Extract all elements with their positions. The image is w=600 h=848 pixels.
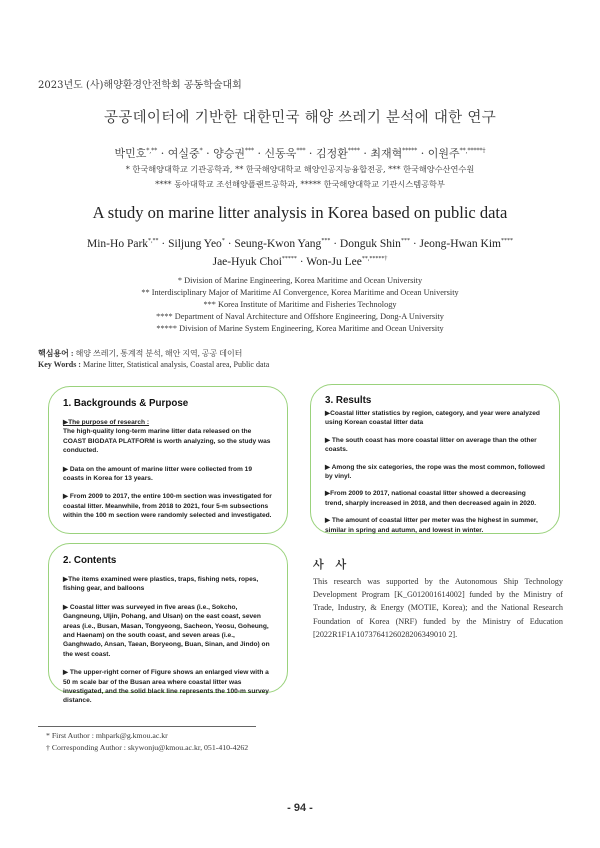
acknowledgement-body: This research was supported by the Autonomous Ship Technology Development Program [K_G012001614002] funded by the Ministry of Trade, Industry, & Energy (MOTIE, Korea); and the National Research Foundation of Korea (NRF) funded by the Ministry of Education [2022R1F1A1073764126028206349010 2].: [313, 577, 563, 639]
author-en: Won-Ju Lee: [306, 256, 362, 268]
contents-box: [48, 543, 288, 705]
backgrounds-box: [48, 386, 288, 534]
keywords-korean: 핵심용어 : 해양 쓰레기, 통계적 분석, 해안 지역, 공공 데이터: [38, 349, 243, 358]
paragraph: ▶ From 2009 to 2017, the entire 100-m section was investigated for coastal litter. Meanwhile, from 2018 to 2021, four 5-m subsections within the 100 m section were randomly selected and investigated.: [63, 493, 272, 520]
section-title: 1. Backgrounds & Purpose: [63, 398, 189, 409]
author-en: Siljung Yeo: [168, 238, 222, 250]
page-number: - 94 -: [287, 802, 313, 814]
section-title: 3. Results: [325, 395, 372, 406]
author-en: Donguk Shin: [339, 238, 401, 250]
affiliation-english-2: ** Interdisciplinary Major of Maritime AI Convergence, Korea Maritime and Ocean University: [141, 288, 459, 297]
author-ko: 신동욱: [264, 147, 297, 160]
footnote-divider: [38, 726, 256, 727]
author-ko: 박민호: [114, 147, 147, 160]
author-ko: 양승권: [213, 147, 246, 160]
paragraph: ▶Coastal litter statistics by region, category, and year were analyzed using Korean coastal litter data: [325, 410, 540, 427]
results-box: [310, 384, 560, 534]
authors-korean: 박민호*,** · 여실중* · 양승권*** · 신동욱*** · 김정환**** · 최재혁***** · 이원주**,*****†: [114, 147, 486, 160]
author-ko: 김정환: [315, 147, 348, 160]
affiliation-korean-2: **** 동아대학교 조선해양플랜트공학과, ***** 한국해양대학교 기관시스템공학부: [155, 179, 445, 189]
author-en: Seung-Kwon Yang: [234, 238, 322, 250]
conference-header: 2023년도 (사)해양환경안전학회 공동학술대회: [38, 80, 242, 91]
authors-english-line-1: Min-Ho Park*,** · Siljung Yeo* · Seung-Kwon Yang*** · Donguk Shin*** · Jeong-Hwan Kim****: [87, 238, 513, 250]
footnote-corresponding-author: † Corresponding Author : skywonju@kmou.ac.kr, 051-410-4262: [46, 743, 249, 752]
affiliation-english-1: * Division of Marine Engineering, Korea Maritime and Ocean University: [177, 276, 423, 285]
affiliation-english-3: *** Korea Institute of Maritime and Fisheries Technology: [203, 300, 397, 309]
title-english: A study on marine litter analysis in Korea based on public data: [92, 203, 508, 222]
paragraph: ▶ The south coast has more coastal litter on average than the other coasts.: [325, 436, 537, 454]
author-ko: 최재혁: [370, 147, 403, 160]
keywords-english: Key Words : Marine litter, Statistical analysis, Coastal area, Public data: [38, 360, 270, 369]
affiliation-english-4: **** Department of Naval Architecture and Offshore Engineering, Dong-A University: [156, 312, 444, 321]
author-en: Jae-Hyuk Choi: [212, 256, 282, 268]
affiliation-korean-1: * 한국해양대학교 기관공학과, ** 한국해양대학교 해양인공지능융합전공, *** 한국해양수산연수원: [125, 164, 475, 174]
author-ko: 여실중: [167, 147, 200, 160]
author-ko: 이원주: [427, 147, 460, 160]
acknowledgement-title: 사 사: [313, 558, 351, 571]
authors-english-line-2: Jae-Hyuk Choi***** · Won-Ju Lee**,*****†: [212, 256, 388, 268]
paragraph: ▶ Data on the amount of marine litter were collected from 19 coasts in Korea for 13 years.: [63, 465, 253, 483]
author-en: Min-Ho Park: [87, 238, 149, 250]
affiliation-english-5: ***** Division of Marine System Engineering, Korea Maritime and Ocean University: [156, 324, 444, 333]
paragraph: ▶ Coastal litter was surveyed in five areas (i.e., Sokcho, Gangneung, Uljin, Pohang, and Ulsan) on the east coast, seven areas (i.e., Busan, Masan, Tongyeong, Sacheon, Yeosu, Goheung, and Haenam) on the south coast, and seven areas (i.e., Ganghwado, Ansan, Taean, Boryeong, Buan, Sinan, and Jindo) on the west coast.: [63, 603, 270, 658]
paragraph: ▶ The upper-right corner of Figure shows an enlarged view with a 50 m scale bar of the Busan area where coastal litter was investigated, and the solid black line represents the 100-m survey distance.: [63, 669, 269, 705]
paragraph: ▶The purpose of research : The high-quality long-term marine litter data released on the COAST BIGDATA PLATFORM is worth analyzing, so the study was conducted.: [63, 419, 271, 455]
section-title: 2. Contents: [63, 555, 117, 566]
paragraph: ▶ Among the six categories, the rope was the most common, followed by vinyl.: [325, 463, 545, 481]
author-en: Jeong-Hwan Kim: [419, 238, 501, 250]
paragraph: ▶The items examined were plastics, traps, fishing nets, ropes, fishing gear, and balloons: [63, 576, 259, 593]
footnote-first-author: * First Author : mhpark@g.kmou.ac.kr: [46, 731, 168, 740]
paragraph: ▶From 2009 to 2017, national coastal litter showed a decreasing trend, sharply increased in 2018, and then decreased again in 2020.: [325, 490, 537, 507]
title-korean: 공공데이터에 기반한 대한민국 해양 쓰레기 분석에 대한 연구: [103, 110, 497, 126]
paragraph: ▶ The amount of coastal litter per meter was the highest in summer, similar in spring and autumn, and lowest in winter.: [325, 517, 538, 534]
